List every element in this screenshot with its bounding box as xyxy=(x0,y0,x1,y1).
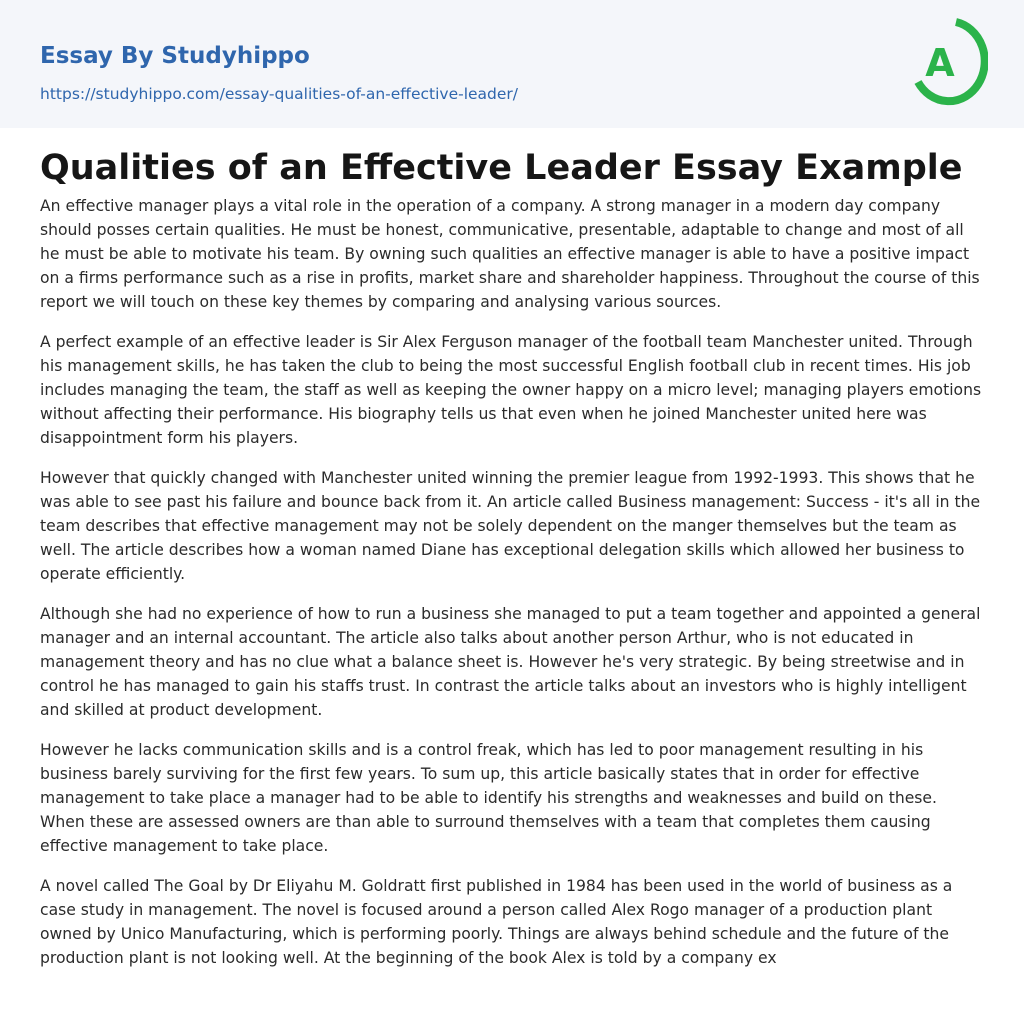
essay-paragraph: An effective manager plays a vital role in the operation of a company. A strong manager in a modern day company should posses certain qualities. He must be honest, communicative, presentable, adaptable to change and most of all he must be able to motivate his team. By owning such qualities an effective manager is able to have a positive impact on a firms performance such as a rise in profits, market share and shareholder happiness. Throughout the course of this report we will touch on these key themes by comparing and analysing various sources. xyxy=(40,197,980,311)
page-url-link[interactable]: https://studyhippo.com/essay-qualities-of-an-effective-leader/ xyxy=(40,85,519,103)
site-brand[interactable]: Essay By Studyhippo xyxy=(40,43,310,69)
essay-paragraph: However he lacks communication skills and is a control freak, which has led to poor management resulting in his business barely surviving for the first few years. To sum up, this article basically states that in order for effective management to take place a manager had to be able to identify his strengths and weaknesses and build on these. When these are assessed owners are than able to surround themselves with a team that completes them causing effective management to take place. xyxy=(40,741,937,855)
essay-paragraph: However that quickly changed with Manchester united winning the premier league from 1992-1993. This shows that he was able to see past his failure and bounce back from it. An article called Business management: Success - it's all in the team describes that effective management may not be solely dependent on the manger themselves but the team as well. The article describes how a woman named Diane has exceptional delegation skills which allowed her business to operate efficiently. xyxy=(40,469,981,583)
essay-paragraph: A perfect example of an effective leader is Sir Alex Ferguson manager of the football team Manchester united. Through his management skills, he has taken the club to being the most successful English football club in recent times. His job includes managing the team, the staff as well as keeping the owner happy on a micro level; managing players emotions without affecting their performance. His biography tells us that even when he joined Manchester united here was disappointment form his players. xyxy=(40,333,982,447)
essay-paragraph: A novel called The Goal by Dr Eliyahu M. Goldratt first published in 1984 has been used in the world of business as a case study in management. The novel is focused around a person called Alex Rogo manager of a production plant owned by Unico Manufacturing, which is performing poorly. Things are always behind schedule and the future of the production plant is not looking well. At the beginning of the book Alex is told by a company ex xyxy=(40,877,953,967)
page-title: Qualities of an Effective Leader Essay Example xyxy=(40,148,963,188)
essay-paragraph: Although she had no experience of how to run a business she managed to put a team together and appointed a general manager and an internal accountant. The article also talks about another person Arthur, who is not educated in management theory and has no clue what a balance sheet is. However he's very strategic. By being streetwise and in control he has managed to gain his staffs trust. In contrast the article talks about an investors who is highly intelligent and skilled at product development. xyxy=(40,605,981,719)
logo-letter: A xyxy=(925,41,955,85)
site-header xyxy=(0,0,1024,128)
studyhippo-logo-icon[interactable] xyxy=(912,18,988,106)
essay-body xyxy=(40,194,985,986)
